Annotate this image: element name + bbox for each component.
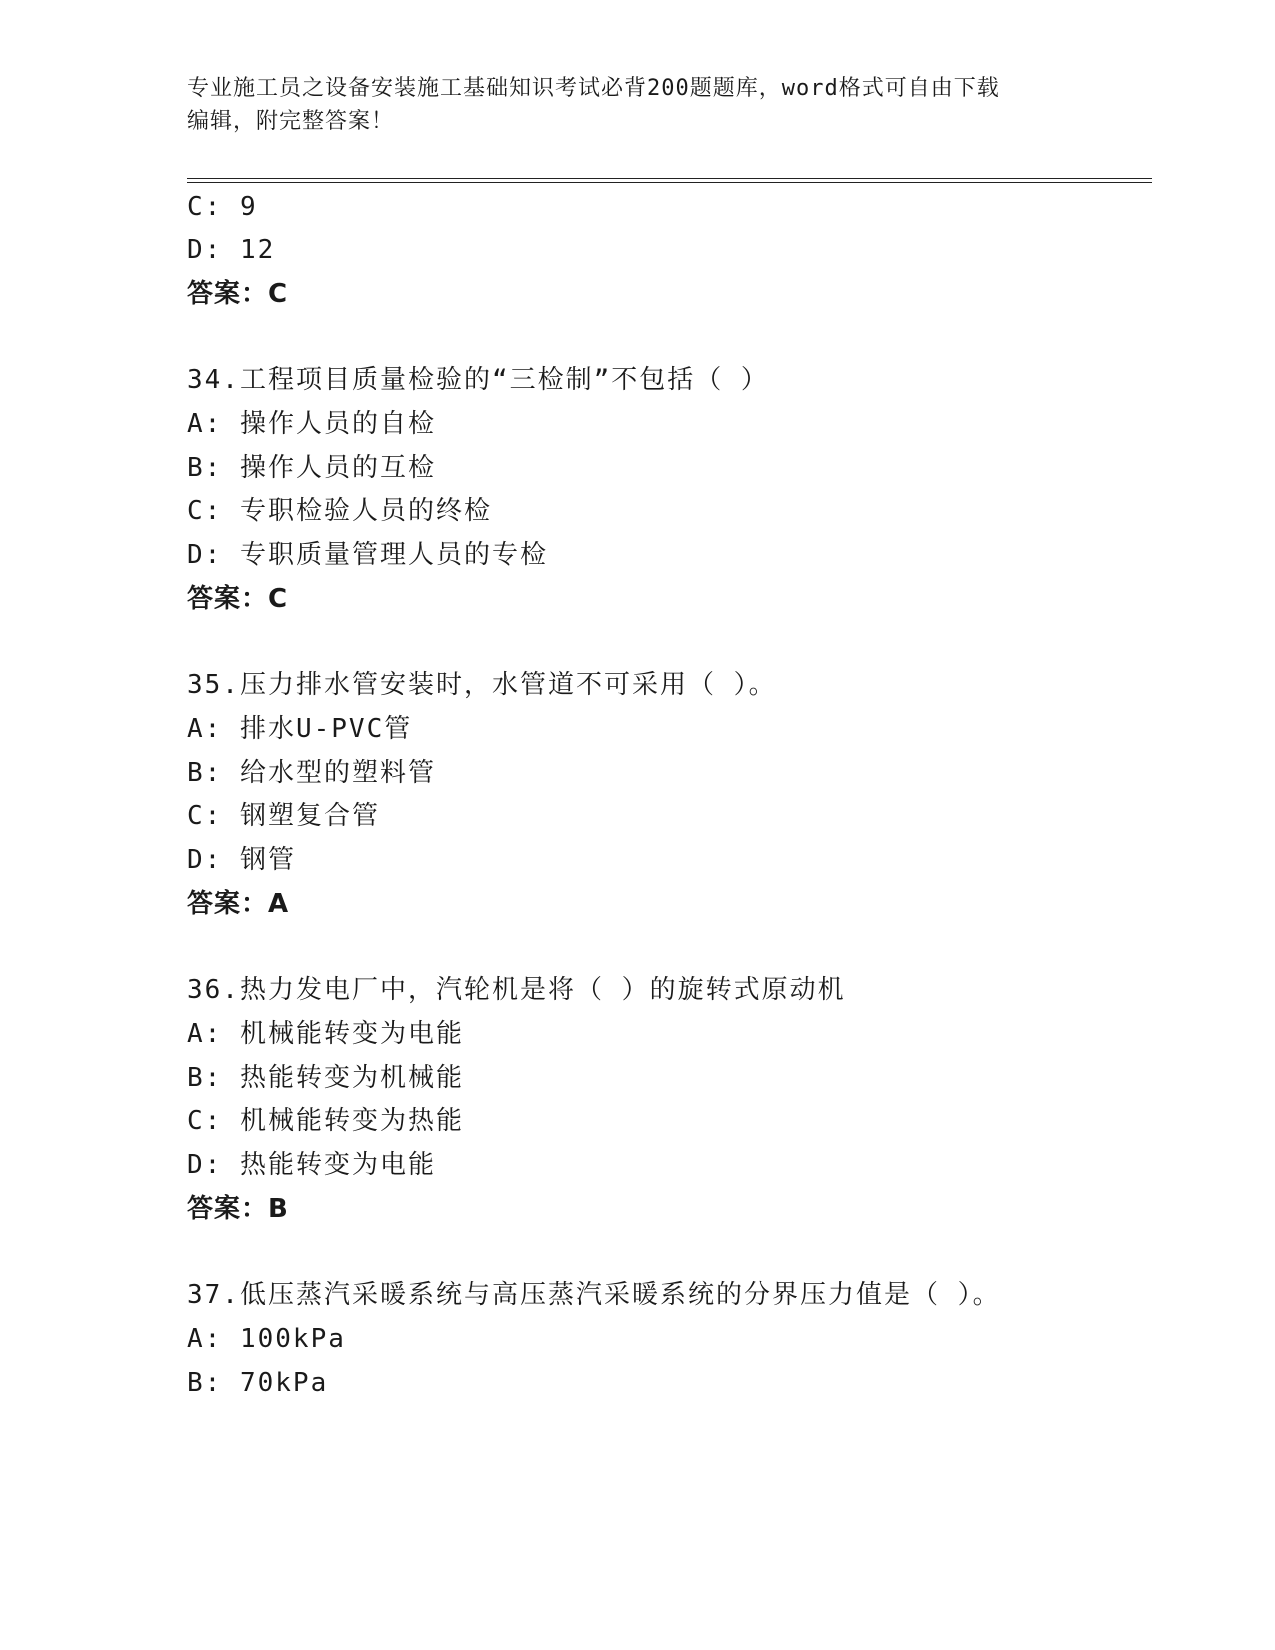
option-line: D: 热能转变为电能: [187, 1150, 436, 1180]
option-line: C: 9: [187, 192, 258, 222]
question-title: 34.工程项目质量检验的“三检制”不包括（ ）: [187, 365, 769, 395]
header-line-2: 编辑，附完整答案！: [187, 109, 395, 134]
answer-line: 答案：B: [187, 1194, 289, 1224]
question-title: 35.压力排水管安装时，水管道不可采用（ ）。: [187, 670, 777, 700]
answer-line: 答案：A: [187, 889, 290, 919]
option-line: A: 机械能转变为电能: [187, 1019, 464, 1049]
option-line: B: 操作人员的互检: [187, 453, 436, 483]
header-line-1: 专业施工员之设备安装施工基础知识考试必背200题题库，word格式可自由下载: [187, 76, 1000, 101]
question-title: 36.热力发电厂中，汽轮机是将（ ）的旋转式原动机: [187, 975, 846, 1005]
answer-line: 答案：C: [187, 584, 289, 614]
option-line: D: 钢管: [187, 845, 296, 875]
document-header: [187, 72, 1087, 138]
question-title: 37.低压蒸汽采暖系统与高压蒸汽采暖系统的分界压力值是（ ）。: [187, 1280, 1001, 1310]
answer-line: 答案：C: [187, 279, 289, 309]
option-line: B: 热能转变为机械能: [187, 1063, 464, 1093]
option-line: A: 排水U-PVC管: [187, 714, 413, 744]
option-line: D: 专职质量管理人员的专检: [187, 540, 548, 570]
option-line: B: 给水型的塑料管: [187, 758, 436, 788]
option-line: C: 钢塑复合管: [187, 801, 380, 831]
option-line: C: 机械能转变为热能: [187, 1106, 464, 1136]
option-line: D: 12: [187, 235, 276, 265]
option-line: C: 专职检验人员的终检: [187, 496, 492, 526]
option-line: B: 70kPa: [187, 1368, 329, 1398]
header-rule-top: [187, 178, 1152, 179]
option-line: A: 操作人员的自检: [187, 409, 436, 439]
header-rule-bottom: [187, 182, 1152, 183]
option-line: A: 100kPa: [187, 1324, 346, 1354]
